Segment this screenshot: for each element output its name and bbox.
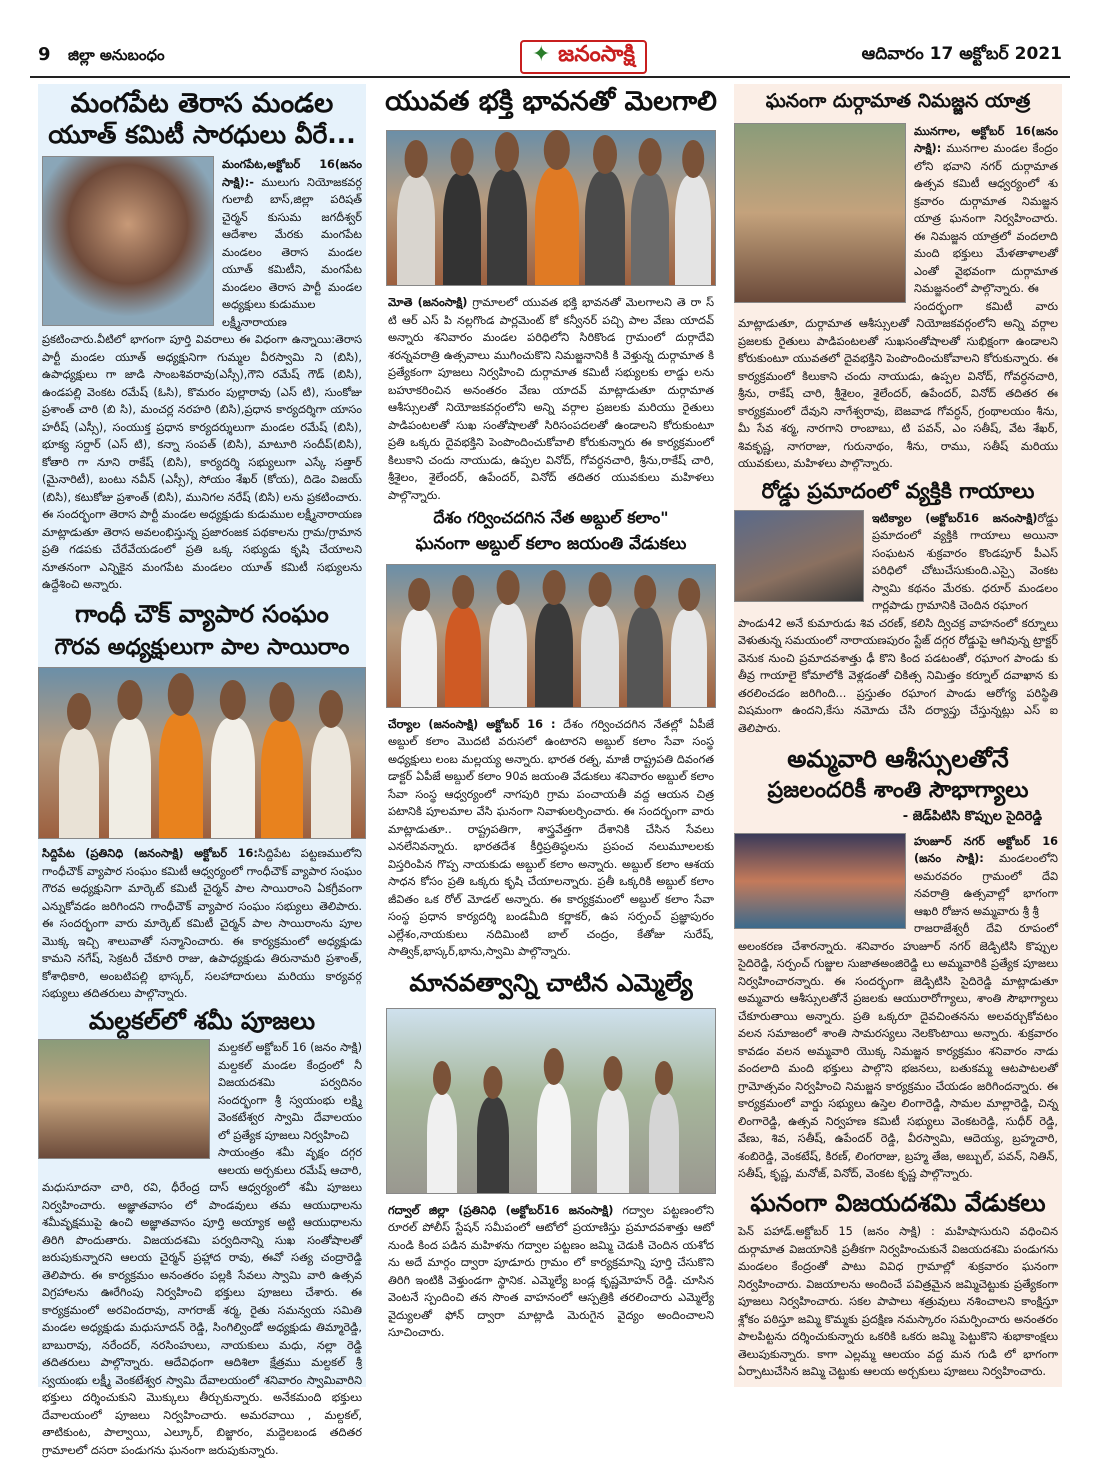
headline: మానవత్వాన్ని చాటిన ఎమ్మెల్యే bbox=[409, 968, 693, 997]
headline: ప్రజలందరికీ శాంతి సౌభాగ్యాలు bbox=[767, 778, 1029, 804]
headline: ఘనంగా విజయదశమి వేడుకలు bbox=[750, 1188, 1046, 1217]
article-mla bbox=[384, 969, 718, 1342]
article-body: మంగపేట,అక్టోబర్ 16(జనం సాక్షి):- ములుగు నియోజకవర్గ గులాబీ బాస్,జిల్లా పరిషత్ చైర్మన్ కుసుమ జగదీశ్వర్ ఆదేశాల మేరకు మంగపేట మండలం తెరాస మండల యూత్ కమిటీని, మంగపేట మండలం తెరాస పార్టీ మండల అధ్యక్షులు కుడుముల bbox=[222, 158, 363, 312]
procession-photo bbox=[734, 123, 906, 303]
article-vijayadashami bbox=[734, 1189, 1062, 1381]
article-body: సాయంత్రం శమీ వృక్షం దగ్గర ఆలయ అర్చకులు రమేష్ ఆచారి, మధుసూదనా చారి, రవి, ధీరేంద్ర దాస్ ఆధ్వర్యంలో శమీ పూజలు నిర్వహించారు. అజ్ఞాతవాసం లో పాండవులు తమ ఆయుధాలను శమీవృక్షముపై ఉంచి అజ్ఞాతవాసం పూర్తి అయ్యాక అట్టి ఆయుధాలను తిరిగి పొందుతారు. విజయదశమి పర్వదినాన్ని సుఖ సంతోషాలతో జరుపుకున్నారని ఆలయ చైర్మన్ ప్రహ్లాద రావు, ఈవో సత్య చంద్రారెడ్డి తెలిపారు. ఈ కార్యక్రమం అనంతరం పల్లకి సేవలు స్వామి వారి ఉత్సవ విగ్రహాలను ఊరేగింపు నిర్వహించి భక్తులు పూజలు చేశారు. ఈ కార్యక్రమంలో అరవిందరావు, నాగరాజ్ శర్మ, రైతు సమన్వయ సమితి మండల అధ్యక్షుడు మధుసూదన్ రెడ్డి, సింగిల్విండో అధ్యక్షుడు తిమ్మారెడ్డి, బాబురావు, నరేందర్, నరసింహులు, నాయకులు మధు, నల్లా రెడ్డి తదితరులు పాల్గొన్నారు. ఆదేవిధంగా ఆదిశిలా క్షేత్రము మల్దకల్ శ్రీ స్వయంభు లక్ష్మీ వెంకటేశ్వర స్వామి దేవాలయంలో శనివారం స్వామివారిని భక్తులు దర్శించుకుని మొక్కులు తీర్చుకున్నారు. అనేకమంది భక్తులు దేవాలయంలో పూజలు నిర్వహించారు. అమరవాయి , మల్దకల్, తాటికుంట, పాల్వాయి, ఎల్కూర్, బిజ్జారం, మద్దెలబండ తదితర గ్రామాలలో దసరా పండుగను ఘనంగా జరుపుకున్నారు. bbox=[42, 1146, 362, 1457]
group-photo bbox=[386, 130, 716, 286]
section-name: జిల్లా అనుబంధం bbox=[68, 46, 165, 64]
headline: యువత భక్తి భావనతో మెలగాలి bbox=[385, 86, 717, 117]
accident-photo bbox=[386, 1008, 716, 1194]
byline: - జెడ్‌పిటిసి కొప్పుల సైదిరెడ్డి bbox=[902, 808, 1042, 824]
article-body: గద్వాల్ జిల్లా (ప్రతినిధి (అక్టోబర్16 జనంసాక్షి) గద్వాల పట్టణంలోని రూరల్ పోలీస్ స్టేషన్ సమీపంలో ఆటోలో ప్రయాణిస్తు ప్రమాదవశాత్తు ఆటో నుండి కింద పడిన మహిళను గద్వాల పట్టణం జమ్మి చెడుకి చెందిన యశోద ను అదే మార్గం ద్వారా పూడూరు గ్రామం లో కార్యక్రమాన్ని పూర్తి చేసుకొని తిరిగి ఇంటికి వెళ్తుండగా స్థానిక. ఎమ్మెల్యే బండ్ల కృష్ణమోహన్ రెడ్డి. చూసిన వెంటనే స్పందించి తన సొంత వాహనంలో ఆస్పత్రికి తరలించారు ఎమ్మెల్యే వైద్యులతో ఫోన్ ద్వారా మాట్లాడి మెరుగైన వైద్యం అందించాలని సూచించారు. bbox=[388, 1203, 714, 1340]
article-body: హుజూర్ నగర్ అక్టోబర్ 16 (జనం సాక్షి): మండలంలోని అమరవరం గ్రామంలో దేవి నవరాత్రి ఉత్సవాల్లో భాగంగా ఆఖరి రోజున అమ్మవారు శ్రీ శ్రీ bbox=[914, 834, 1058, 918]
article-body: మల్దకల్ అక్టోబర్ 16 (జనం సాక్షి) మల్దకల్ మండల కేంద్రంలో నీ విజయదశమి పర్వదినం సందర్భంగా శ్రీ స్వయంభు లక్ష్మి వెంకటేశ్వర స్వామి దేవాలయం లో ప్రత్యేక పూజలు నిర్వహించి bbox=[218, 1041, 362, 1142]
article-body: మునగాల, అక్టోబర్ 16(జనం సాక్షి): మునగాల మండల కేంద్రం లోని భవాని నగర్ దుర్గామాత ఉత్సవ కమిటీ ఆధ్వర్యంలో శు క్రవారం దుర్గామాత నిమజ్జన యాత్ర ఘనంగా నిర్వహించారు. ఈ నిమజ్జన యాత్రలో వందలాది మంది భక్తులు మేళతాళాలతో ఎంతో వైభవంగా దుర్గామాత నిమజ్జనంలో పాల్గొన్నారు. ఈ bbox=[914, 124, 1058, 296]
group-photo bbox=[38, 667, 366, 839]
article-body: పాండు42 అనే కుమారుడు శివ చరణ్, కలిసి ద్విచక్ర వాహనంలో కర్నూలు వెళుతున్న సమయంలో నారాయణపురం స్టేజ్ దగ్గర రోడ్డుపై ఆగివున్న ట్రాక్టర్ వెనుక నుంచి ప్రమాదవశాత్తు ఢీ కొని కింద పడటంతో, రఘాంగ పాండు కు తీవ్ర గాయాలై కోమాలోకి వెళ్లడంతో చికిత్స నిమిత్తం కర్నూల్ దవాఖాన కు తరలించడం జరిగింది... ప్రస్తుతం రఘాంగ పాండు ఆరోగ్య పరిస్థితి విషమంగా ఉందని,కేసు నమోదు చేసి దర్యాప్తు చేస్తున్నట్లు ఎస్ ఐ తెలిపారు. bbox=[738, 616, 1058, 735]
column-right bbox=[734, 84, 1062, 1387]
headline: దేశం గర్వించదగిన నేత అబ్దుల్ కలాం" bbox=[433, 508, 669, 528]
article-body: పెన్ పహాడ్.అక్టోబర్ 15 (జనం సాక్షి) : మహిషాసురుని వధించిన దుర్గామాత విజయానికి ప్రతీకగా నిర్వహించుకునే విజయదశమి పండుగను మండలం కేంద్రంతో పాటు వివిధ గ్రామాల్లో శుక్రవారం ఘనంగా నిర్వహించారు. విజయాలను అందించే పవిత్రమైన జమ్మిచెట్టుకు ప్రత్యేకంగా పూజలు నిర్వహించారు. సకల పాపాలు శత్రువులు నశించాలని కాంక్షిస్తూ శ్లోకం పఠిస్తూ జమ్మి కొమ్మకు ప్రదక్షిణ నమస్కారం సమర్పించారు అనంతరం పాలపిట్టను దర్శించుకున్నారు ఒకరికి ఒకరు జమ్మి పెట్టుకొని శుభాకాంక్షలు తెలుపుకున్నారు. కాగా ఎల్లమ్మ ఆలయం వద్ద మన గుడి లో భాగంగా ఏర్పాటుచేసిన జమ్మి చెట్టుకు ఆలయ అర్చకులు పూజలు నిర్వహించారు. bbox=[738, 1225, 1059, 1379]
article-abdul-kalam bbox=[384, 508, 718, 961]
headline: మల్దకల్‌లో శమీ పూజలు bbox=[88, 1006, 316, 1035]
article-gandhi-chowk bbox=[38, 600, 366, 1003]
crowd-photo bbox=[38, 1039, 210, 1159]
article-body: మోతె (జనంసాక్షి) గ్రామాలలో యువత భక్తి భావనతో మెలగాలని తె రా స్ టి ఆర్ ఎస్ పి నల్లగొండ పార్లమెంట్ కో కన్వీనర్ పచ్చి పాల వేణు యాదవ్ అన్నారు శనివారం మండల పరిధిలోని సిరికొండ గ్రామంలో దుర్గాదేవి శరన్నవరాత్రి ఉత్సవాలు ముగించుకొని నిమజ్జనానికి కి వెళ్తున్న దుర్గామాత కి ప్రత్యేకంగా పూజలు నిర్వహించి దుర్గామాత కమిటీ సభ్యులకు లాడ్డు లను బహూకరించిన అనంతరం వేణు యాదవ్ మాట్లాడుతూ దుర్గామాత ఆశీస్సులతో నియోజకవర్గంలోని అన్ని వర్గాల ప్రజలకు మరియు రైతులు పాడిపంటలతో సుఖ సంతోషాలతో సిరిసంపదలతో ఉండాలని కోరుకుంటూ ప్రతి ఒక్కరు దైవభక్తిని పెంపొందించుకోవాలి కోరుకున్నారు ఈ కార్యక్రమంలో కిలుకాని చందు నాయుడు, ఉప్పల వినోద్, గోవర్ధనచారి, శ్రీను,రాకేష్ చారి, శ్రీశైలం, శైలేందర్, ఉపేందర్, వినోద్ తదితర యువకులు మహిళలు పాల్గొన్నారు. bbox=[388, 296, 714, 502]
temple-photo bbox=[734, 833, 906, 929]
article-maldakal bbox=[38, 1007, 366, 1459]
article-body: సిద్దిపేట (ప్రతినిధి (జనంసాక్షి) అక్టోబర్ 16:సిద్దిపేట పట్టణములోని గాంధీచౌక్ వ్యాపార సంఘం కమిటీ ఆధ్వర్యంలో గాంధీచౌక్ వ్యాపార సంఘం గౌరవ అధ్యక్షునిగా మార్కెట్ కమిటీ చైర్మన్ పాల సాయిరాంని ఏకగ్రీవంగా ఎన్నుకోవడం జరిగిందని గాంధీచౌక్ వ్యాపార సంఘం సభ్యులు తెలిపారు. ఈ సందర్భంగా వారు మార్కెట్ కమిటీ చైర్మన్ పాల సాయిరాంను పూల మొక్క ఇచ్చి శాలువాతో సన్మానించారు. ఈ కార్యక్రమంలో అధ్యక్షుడు కామని నగేష్, సెక్రటరీ చేకూరి రాజు, ఉపాధ్యక్షుడు తిరునామరి ప్రశాంత్, కోశాధికారి, అంబటిపల్లి భాస్కర్, సలహాదారులు మరియు కార్యవర్గ సభ్యులు తదితరులు పాల్గొన్నారు. bbox=[42, 847, 362, 1001]
article-durgamata bbox=[734, 84, 1062, 473]
newspaper-logo bbox=[520, 40, 647, 74]
article-body: లక్ష్మీనారాయణ ప్రకటించారు.వీటిలో భాగంగా పూర్తి వివరాలు ఈ విధంగా ఉన్నాయి:తెరాస పార్టీ మండల యూత్ అధ్యక్షునిగా గుమ్మల వీరస్వామి ని (బిసి), ఉపాధ్యక్షులు గా జాడి సాంబశివరావు(ఎస్సీ),గౌని రమేష్ గౌడ్ (బిసి), ఉండపల్లి వెంకట రమేష్ (ఓసి), కొమరం పుల్లారావు (ఎస్ టి), సుంకోజు ప్రశాంత్ చారి (బి సి), మంచర్ల నరహరి (బిసి),ప్రధాన కార్యదర్శిగా యాసం హరీష్ (ఎస్సీ), సంయుక్త ప్రధాన కార్యదర్శులుగా మండల రమేష్ (బిసి), భూక్య సర్దార్ (ఎస్ టి), కన్నా సంపత్ (బిసి), మాటూరి సందీప్(బిసి), కోతారి గా నూని రాకేష్ (బిసి), కార్యదర్శి సభ్యులుగా ఎస్కే సత్తార్ (మైనారిటీ), బంటు నవీన్ (ఎస్సీ), సోయం శేఖర్ (కోయ), దిడెం విజయ్ (బిసి), కటుకోజు ప్రశాంత్ (బిసి), మునిగల నరేష్ (బిసి) లను ప్రకటించారు. ఈ సందర్భంగా తెరాస పార్టీ మండల అధ్యక్షుడు కుడుముల లక్ష్మీనారాయణ మాట్లాడుతూ తెరాస అవలంభిస్తున్న ప్రజారంజక పథకాలను గ్రామ/గ్రామాన ప్రతి గడపకు చేరేవేయడంలో ప్రతి ఒక్క సభ్యుడు కృషి చేయాలని నూతనంగా ఎన్నికైన మంగపేట మండలం యూత్ కమిటీ సభ్యులను ఉద్దేశించి అన్నారు. bbox=[42, 315, 362, 592]
article-ammavari bbox=[734, 745, 1062, 1182]
masthead bbox=[30, 38, 1070, 78]
logo-mark-icon: ✦ bbox=[532, 42, 551, 67]
article-mangapeta bbox=[38, 84, 366, 594]
column-middle bbox=[384, 84, 718, 1387]
article-road-accident bbox=[734, 479, 1062, 738]
article-body: ఇటిక్యాల (అక్టోబర్16 జనంసాక్షి)రోడ్డు ప్రమాదంలో వ్యక్తికి గాయాలు అయినా సంఘటన శుక్రవారం కొండపూర్ పీఎస్ పరిధిలో చోటుచేసుకుంది.ఎస్సై వెంకట స్వామి కథనం మేరకు. ధరూర్ మండలం గార్లపాడు గ్రామానికి చెందిన రఘాంగ bbox=[872, 511, 1058, 613]
page-number: 9 bbox=[38, 44, 51, 65]
portrait-photo bbox=[42, 156, 214, 326]
headline: గాంధీ చౌక్ వ్యాపార సంఘం bbox=[75, 599, 329, 628]
article-body: రాజరాజేశ్వరీ దేవి రూపంలో అలంకరణ చేశారన్నారు. శనివారం హుజూర్ నగర్ జెడ్పిటిసి కొప్పుల సైదిరెడ్డి, సర్పంచ్ గుజ్జుల సుజాతఅంజిరెడ్డి లు అమ్మవారికి ప్రత్యేక పూజలు నిర్వహించారన్నారు. ఈ సందర్భంగా జెడ్పిటిసి సైదిరెడ్డి మాట్లాడుతూ అమ్మవారు ఆశీస్సులతోనే ప్రజలకు ఆయురారోగ్యాలు, శాంతి సౌభాగ్యాలు చేకూరుతాయి అన్నారు. ప్రతి ఒక్కరూ దైవచింతనను అలవర్చుకోవటం వలన సమాజంలో శాంతి సామరస్యలు నెలకొంటాయి అన్నారు. శుక్రవారం కావడం వలన అమ్మవారి యొక్క నిమజ్జన కార్యక్రమం శనివారం నాడు వందలాది మంది భక్తులు పాల్గొని భజనలు, బతుకమ్మ ఆటపాటలతో గ్రామోత్సవం నిర్వహించి నిమజ్జన కార్యక్రమం చేయడం జరిగిందన్నారు. ఈ కార్యక్రమంలో వార్డు సభ్యులు ఉస్తెల లింగారెడ్డి, సామల మాల్లారెడ్డి, చిన్న లింగారెడ్డి, ఉత్సవ నిర్వహణ కమిటీ సభ్యులు వెంకటరెడ్డి, సుధీర్ రెడ్డి, వేణు, శివ, సతీష్, ఉపేందర్ రెడ్డి, వీరస్వామి, ఆదెయ్య, బ్రహ్మచారి, శంబిరెడ్డి, వెంకటేష్, కిరణ్, లింగరాజు, బ్రహ్మ తేజ, అబ్బుల్, పవన్, నితిన్, సతీష్, కృష్ణ, మనోజ్, వినోద్, వెంకట కృష్ణ పాల్గొన్నారు. bbox=[738, 922, 1058, 1181]
column-left bbox=[38, 84, 366, 1457]
headline: ఘనంగా దుర్గామాత నిమజ్జన యాత్ర bbox=[765, 90, 1031, 112]
issue-date: ఆదివారం 17 అక్టోబర్ 2021 bbox=[861, 44, 1062, 64]
headline: మంగపేట తెరాస మండల bbox=[70, 88, 334, 119]
group-photo bbox=[386, 564, 716, 708]
article-yuvata bbox=[384, 84, 718, 504]
article-body: సందర్భంగా కమిటీ వారు మాట్లాడుతూ, దుర్గామాత ఆశీస్సులతో నియోజకవర్గంలోని అన్ని వర్గాల ప్రజలకు రైతులు పాడిపంటలతో సుఖసంతోషాలతో సుభిక్షంగా ఉండాలని కోరుకుంటూ యువతలో దైవభక్తిని పెంపొందించుకోవాలని కోరుకున్నారు. ఈ కార్యక్రమంలో కిలుకాని చందు నాయుడు, ఉప్పల వినోద్, గోవర్ధనచారి, శ్రీను, రాకేష్ చారి, శ్రీశైలం, శైలేందర్, ఉపేందర్, వినోద్ తదితర ఈ కార్యక్రమంలో దేవుని నాగేశ్వరావు, బెజవాడ గోవర్ధన్, గ్రంథాలయం శీను, మీ సేవ శర్మ, నారగాని రాంబాబు, టి పవన్, ఎం సతీష్, వేట శేఖర్, శివకృష్ణ, నాగరాజు, గురునాథం, శీను, రాము, సతీష్ మరియు యువకులు, మహిళలు పాల్గొన్నారు. bbox=[738, 299, 1058, 471]
headline: యూత్ కమిటీ సారధులు వీరే... bbox=[48, 120, 356, 150]
victim-photo bbox=[734, 510, 864, 602]
logo-text: జనంసాక్షి bbox=[558, 42, 635, 67]
headline: రోడ్డు ప్రమాదంలో వ్యక్తికి గాయాలు bbox=[761, 478, 1035, 503]
headline: గౌరవ అధ్యక్షులుగా పాల సాయిరాం bbox=[54, 634, 350, 660]
article-body: చేర్యాల (జనంసాక్షి) అక్టోబర్ 16 : దేశం గర్వించదగిన నేతల్లో ఏపీజే అబ్దుల్ కలాం మొదటి వరుసలో ఉంటారని అబ్దుల్ కలాం సేవా సంస్థ అధ్యక్షులు లంబ మల్లయ్య అన్నారు. భారత రత్న, మాజీ రాష్ట్రపతి దివంగత డాక్టర్ ఏపీజే అబ్దుల్ కలాం 90వ జయంతి వేడుకలు శనివారం అబ్దుల్ కలాం సేవా సంస్థ ఆధ్వర్యంలో నాగపురి గ్రామ పంచాయతీ వద్ద ఆయన చిత్ర పటానికి పూలమాల వేసి ఘనంగా నివాళులర్పించారు. ఈ సందర్భంగా వారు మాట్లాడుతూ.. రాష్ట్రపతిగా, శాస్త్రవేత్తగా దేశానికి చేసిన సేవలు ఎనలేనివన్నారు. భారతదేశ కీర్తిప్రతిష్ఠలను ప్రపంచ నలుమూలలకు విస్తరింపిన గొప్ప నాయకుడు అబ్దుల్ కలాం అన్నారు. అబ్దుల్ కలాం ఆశయ సాధన కోసం ప్రతి ఒక్కరు కృషి చేయాలన్నారు. ప్రతీ ఒక్కరికి అబ్దుల్ కలాం జీవితం ఒక రోల్ మోడల్ అన్నారు. ఈ కార్యక్రమంలో అబ్దుల్ కలాం సేవా సంస్థ ప్రధాన కార్యదర్శి బండమీది కర్ణాకర్, ఉప సర్పంచ్ ప్రజ్ఞాపురం ఎల్లేశం,నాయకులు నదిమింటి బాల్ చంద్రం, కేతోజు సురేష్, సాత్విక్,భాస్కర్,భాను,స్వామి పాల్గొన్నారు. bbox=[388, 717, 715, 959]
headline: అమ్మవారి ఆశీస్సులతోనే bbox=[787, 745, 1009, 774]
headline: ఘనంగా అబ్దుల్ కలాం జయంతి వేడుకలు bbox=[415, 533, 687, 554]
